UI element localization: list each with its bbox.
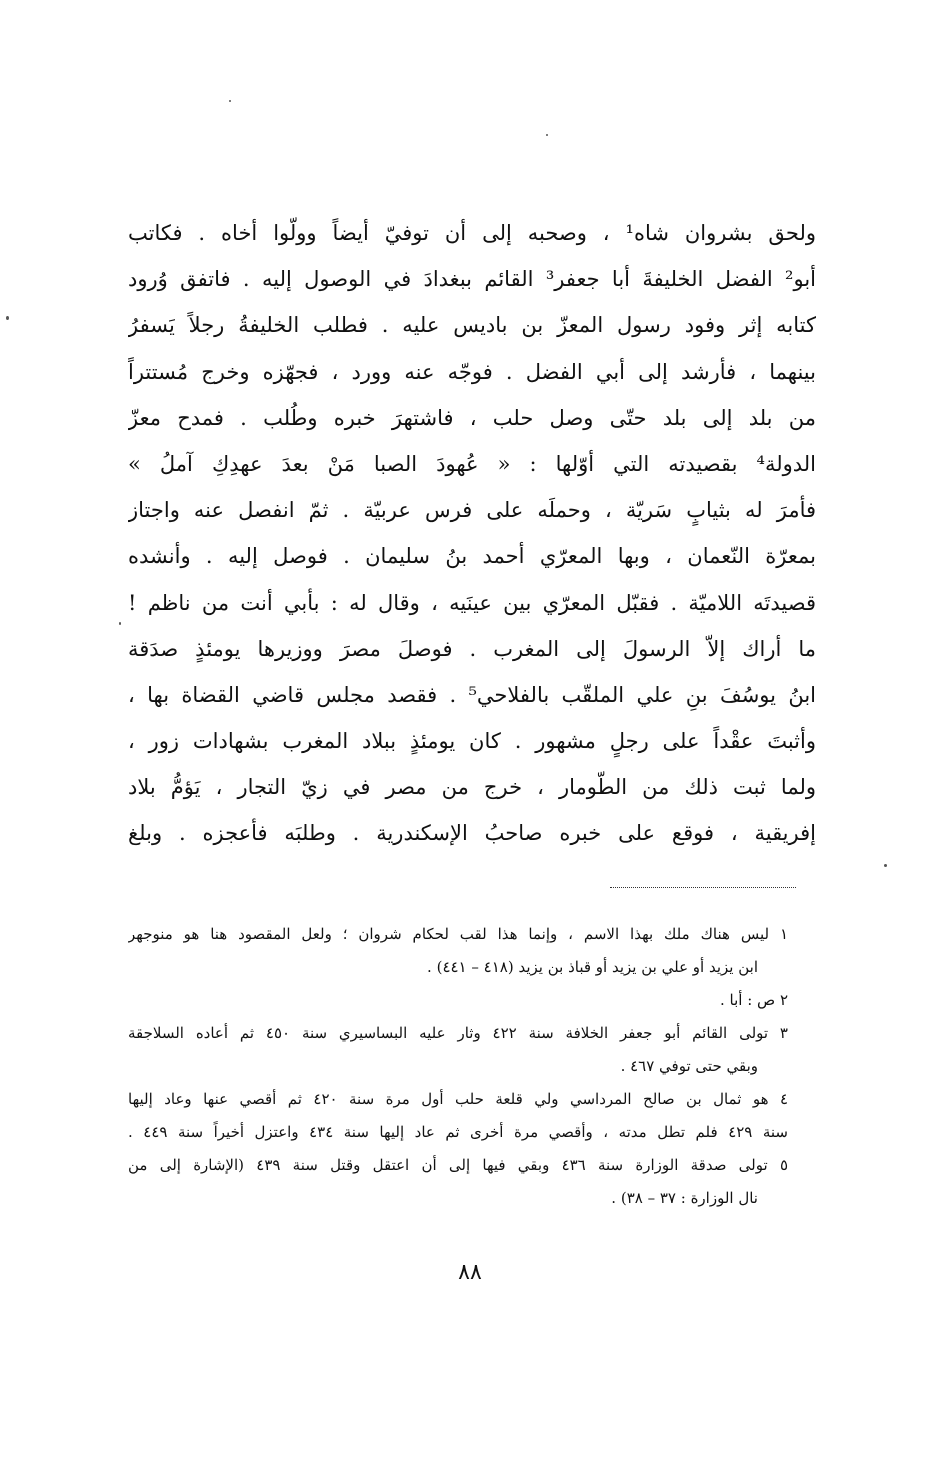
footnote-line: وبقي حتى توفي ٤٦٧ . bbox=[620, 1057, 758, 1075]
text-line: قصيدتَه اللاميّة . فقبّل المعرّي بين عينَيه ، وقال له : بأبي أنت من ناظم ! bbox=[128, 590, 816, 615]
text-line: بينهما ، فأرشد إلى أبي الفضل . فوجّه عنه وورد ، فجهّزه وخرج مُستتراً bbox=[128, 359, 816, 384]
scan-speck bbox=[884, 864, 887, 867]
text-line: فأمرَ له بثيابٍ سَريّة ، وحملَه على فرس عربيّة . ثمّ انفصل عنه واجتاز bbox=[128, 498, 816, 523]
scan-speck bbox=[546, 134, 548, 136]
page-number: ٨٨ bbox=[458, 1260, 482, 1285]
footnote-line: ٣ تولى القائم أبو جعفر الخلافة سنة ٤٢٢ وثار عليه البساسيري سنة ٤٥٠ ثم أعاده السلاجقة bbox=[128, 1024, 788, 1042]
text-line: ابنُ يوسُفَ بنِ علي الملقّب بالفلاحي⁵ . فقصد مجلس قاضي القضاة بها ، bbox=[128, 682, 816, 707]
footnote-separator bbox=[610, 887, 796, 888]
scan-speck bbox=[229, 100, 231, 102]
text-line: بمعرّة النّعمان ، وبها المعرّي أحمد بنُ سليمان . فوصل إليه . وأنشده bbox=[128, 544, 816, 569]
footnote-line: نال الوزارة : ٣٧ – ٣٨) . bbox=[611, 1189, 758, 1207]
scan-speck bbox=[6, 316, 9, 320]
text-line: إفريقية ، فوقع على خبره صاحبُ الإسكندرية . وطلبَه فأعجزه . وبلغ bbox=[128, 821, 816, 846]
text-line: ولحق بشروان شاه¹ ، وصحبه إلى أن توفيّ أيضاً وولّوا أخاه . فكاتب bbox=[128, 221, 816, 245]
footnotes bbox=[128, 918, 788, 1215]
text-line: ولما ثبت ذلك من الطّومار ، خرج من مصر في زيّ التجار ، يَؤمُّ بلاد bbox=[128, 775, 816, 800]
text-line: وأثبتَ عقْداً على رجلٍ مشهور . كان يومئذٍ ببلاد المغرب بشهادات زور ، bbox=[128, 729, 816, 754]
text-line: أبو² الفضل الخليفةَ أبا جعفر³ القائم ببغدادَ في الوصول إليه . فاتفق وُرود bbox=[128, 267, 816, 292]
main-text bbox=[128, 210, 816, 857]
text-line: من بلد إلى بلد حتّى وصل حلب ، فاشتهرَ خبره وطُلب . فمدح معزّ bbox=[128, 405, 816, 430]
footnote-line: سنة ٤٢٩ فلم تطل مدته ، وأقصي مرة أخرى ثم عاد إليها سنة ٤٣٤ واعتزل أخيراً سنة ٤٤٩ . bbox=[128, 1123, 788, 1141]
footnote-line: ٢ ص : أبا . bbox=[719, 991, 788, 1009]
text-line: كتابه إثر وفود رسول المعزّ بن باديس عليه . فطلب الخليفةُ رجلاً يَسفرُ bbox=[128, 313, 816, 338]
footnote-line: ٤ هو ثمال بن صالح المرداسي ولي قلعة حلب أول مرة سنة ٤٢٠ ثم أقصي عنها وعاد إليها bbox=[128, 1090, 788, 1108]
footnote-line: ٥ تولى صدقة الوزارة سنة ٤٣٦ وبقي فيها إلى أن اعتقل وقتل سنة ٤٣٩ (الإشارة إلى من bbox=[128, 1156, 788, 1174]
text-line: الدولة⁴ بقصيدته التي أوّلها : « عُهودَ الصبا مَنْ بعدَ عهدِكِ آملُ » bbox=[128, 451, 816, 476]
footnote-line: ١ ليس هناك ملك بهذا الاسم ، وإنما هذا لقب لحكام شروان ؛ ولعل المقصود هنا هو منوجهر bbox=[128, 925, 788, 943]
footnote-line: ابن يزيد أو علي بن يزيد أو قباذ بن يزيد (٤١٨ – ٤٤١) . bbox=[427, 958, 758, 976]
text-line: ما أراك إلاّ الرسولَ إلى المغرب . فوصلَ مصرَ ووزيرها يومئذٍ صدَقة bbox=[128, 636, 816, 661]
scan-speck bbox=[119, 622, 121, 625]
